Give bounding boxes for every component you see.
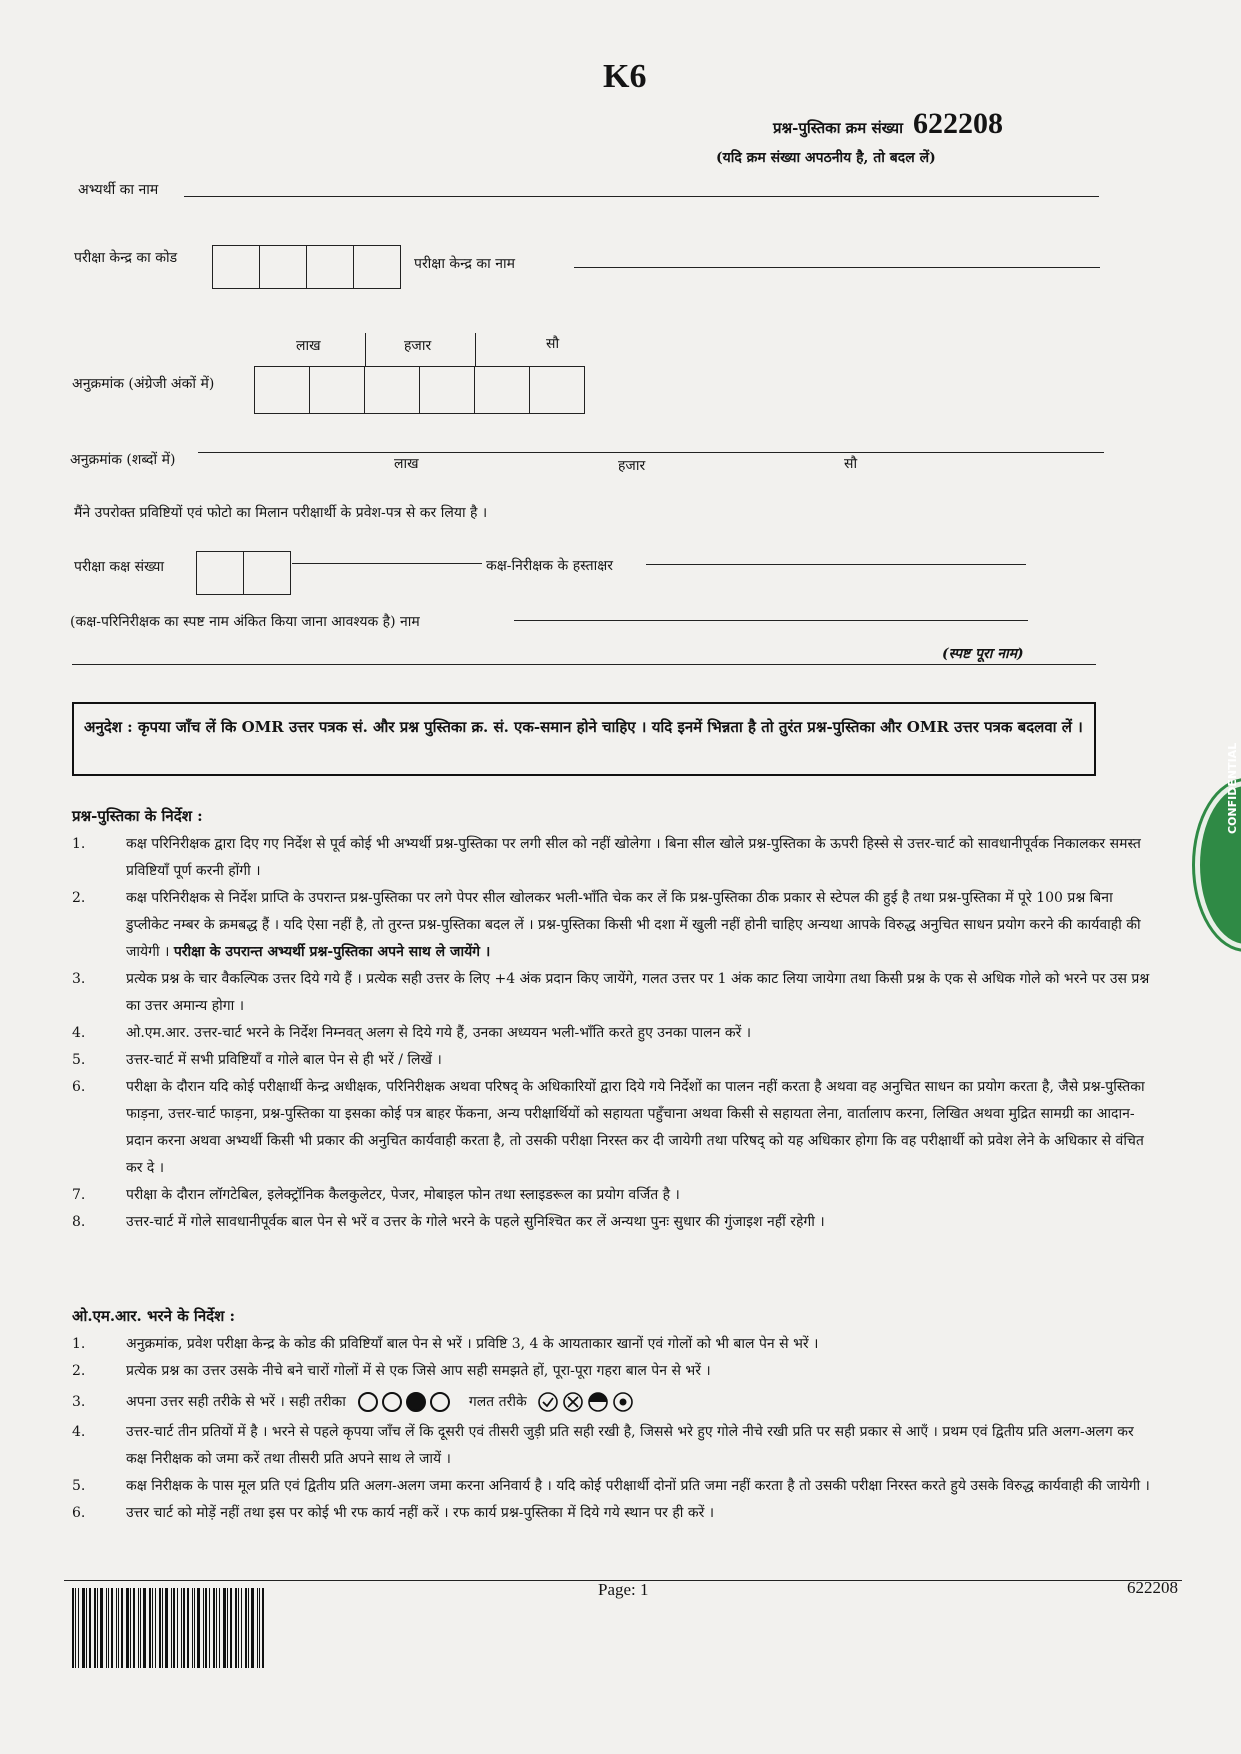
list-item: 5. कक्ष निरीक्षक के पास मूल प्रति एवं द्वितीय प्रति अलग-अलग जमा करना अनिवार्य है । यदि कोई परीक्षार्थी दोनों प्रति जमा नहीं करता है तो उसकी परीक्षा निरस्त करते हुये उसके विरुद्ध कार्यवाही की जायेगी । <box>72 1478 1150 1494</box>
room-number-line <box>292 563 482 564</box>
omr-instructions-list <box>72 1331 1158 1527</box>
barcode-icon <box>72 1588 277 1668</box>
list-item: 4. ओ.एम.आर. उत्तर-चार्ट भरने के निर्देश निम्नवत् अलग से दिये गये हैं, उनका अध्ययन भली-भाँति करते हुए उनका पालन करें । <box>72 1025 752 1041</box>
roll-divider <box>365 333 366 367</box>
room-number-boxes[interactable] <box>196 551 291 595</box>
filled-circle-icon <box>406 1392 426 1412</box>
roll-number-boxes[interactable] <box>254 366 585 414</box>
roll-words-hazar: हजार <box>618 458 646 474</box>
centre-name-line[interactable] <box>574 267 1100 268</box>
correct-method-circles <box>356 1394 456 1410</box>
list-item: 1. अनुक्रमांक, प्रवेश परीक्षा केन्द्र के कोड की प्रविष्टियाँ बाल पेन से भरें । प्रविष्टि 3, 4 के आयताकार खानों एवं गोलों को भी बाल पेन से भरें । <box>72 1336 819 1352</box>
roll-divider <box>475 333 476 367</box>
invigilator-name-label: (कक्ष-परिनिरीक्षक का स्पष्ट नाम अंकित किया जाना आवश्यक है) नाम <box>70 614 420 630</box>
invigilator-sign-line[interactable] <box>646 564 1026 565</box>
list-item: 8. उत्तर-चार्ट में गोले सावधानीपूर्वक बाल पेन से भरें व उत्तर के गोले भरने के पहले सुनिश्चित कर लें अन्यथा पुनः सुधार की गुंजाइश नहीं रहेगी । <box>72 1214 825 1230</box>
column-hazar-label: हजार <box>404 338 432 354</box>
serial-number: 622208 <box>913 107 1003 140</box>
confidential-seal-icon <box>1195 742 1241 949</box>
column-lakh-label: लाख <box>296 338 321 354</box>
centre-code-boxes[interactable] <box>212 245 401 289</box>
candidate-name-line[interactable] <box>184 196 1099 197</box>
room-number-label: परीक्षा कक्ष संख्या <box>74 559 165 575</box>
list-item: 6. उत्तर चार्ट को मोड़ें नहीं तथा इस पर कोई भी रफ कार्य नहीं करें । रफ कार्य प्रश्न-पुस्तिका में दिये गये स्थान पर ही करें । <box>72 1505 715 1521</box>
empty-circle-icon <box>358 1392 378 1412</box>
roll-words-line[interactable] <box>198 452 1104 453</box>
centre-name-label: परीक्षा केन्द्र का नाम <box>414 256 515 272</box>
separator-line <box>72 664 1096 665</box>
list-item: 3. प्रत्येक प्रश्न के चार वैकल्पिक उत्तर दिये गये हैं । प्रत्येक सही उत्तर के लिए +4 अंक प्रदान किए जायेंगे, गलत उत्तर पर 1 अंक काट लिया जायेगा तथा किसी प्रश्न के एक से अधिक गोले को भरने पर उस प्रश्न का उत्तर अमान्य होगा । <box>72 971 1150 1014</box>
omr-instructions-heading: ओ.एम.आर. भरने के निर्देश : <box>72 1307 236 1325</box>
list-item: 6. परीक्षा के दौरान यदि कोई परीक्षार्थी केन्द्र अधीक्षक, परिनिरीक्षक अथवा परिषद् के अधिकारियों द्वारा दिये गये निर्देशों का पालन नहीं करता है अथवा वह अनुचित साधन का प्रयोग करता है, जैसे प्रश्न-पुस्तिका फाड़ना, उत्तर-चार्ट फाड़ना, प्रश्न-पुस्तिका या इसका कोई पत्र बाहर फेंकना, अन्य परीक्षार्थियों को सहायता पहुँचाना अथवा किसी से सहायता लेना, वार्तालाप करना, लिखित अथवा मुद्रित सामग्री का आदान-प्रदान करना अथवा अभ्यर्थी किसी भी प्रकार की अनुचित कार्यवाही करता है, तो उसकी परीक्षा निरस्त कर दी जायेगी तथा परिषद् को यह अधिकार होगा कि वह परीक्षार्थी को प्रवेश लेने के अधिकार से वंचित कर दे । <box>72 1079 1145 1176</box>
booklet-code: K6 <box>603 58 647 95</box>
serial-note: (यदि क्रम संख्या अपठनीय है, तो बदल लें) <box>716 150 936 166</box>
candidate-name-label: अभ्यर्थी का नाम <box>78 182 159 198</box>
list-item: 2. प्रत्येक प्रश्न का उत्तर उसके नीचे बने चारों गोलों में से एक जिसे आप सही समझते हों, पूरा-पूरा गहरा बाल पेन से भरें । <box>72 1363 711 1379</box>
list-item: 1. कक्ष परिनिरीक्षक द्वारा दिए गए निर्देश से पूर्व कोई भी अभ्यर्थी प्रश्न-पुस्तिका पर लगी सील को नहीं खोलेगा । बिना सील खोले प्रश्न-पुस्तिका के ऊपरी हिस्से से उत्तर-चार्ट को सावधानीपूर्वक निकालकर समस्त प्रविष्टियाँ पूर्ण करनी होंगी । <box>72 836 1141 879</box>
roll-words-label: अनुक्रमांक (शब्दों में) <box>70 452 176 468</box>
notice-text: कृपया जाँच लें कि OMR उत्तर पत्रक सं. और प्रश्न पुस्तिका क्र. सं. एक-समान होने चाहिए । यदि इनमें भिन्नता है तो तुरंत प्रश्न-पुस्तिका और OMR उत्तर पत्रक बदलवा लें । <box>137 718 1083 736</box>
invigilator-sign-label: कक्ष-निरीक्षक के हस्ताक्षर <box>486 558 613 574</box>
invigilator-name-line[interactable] <box>514 620 1028 621</box>
list-item: 2. कक्ष परिनिरीक्षक से निर्देश प्राप्ति के उपरान्त प्रश्न-पुस्तिका पर लगे पेपर सील खोलकर भली-भाँति चेक कर लें कि प्रश्न-पुस्तिका ठीक प्रकार से स्टेपल की हुई है तथा प्रश्न-पुस्तिका में पूरे 100 प्रश्न बिना डुप्लीकेट नम्बर के क्रमबद्ध हैं । यदि ऐसा नहीं है, तो तुरन्त प्रश्न-पुस्तिका बदल लें । प्रश्न-पुस्तिका किसी भी दशा में खुली नहीं होनी चाहिए अन्यथा आपके विरुद्ध अनुचित साधन प्रयोग करने की कार्यवाही की जायेगी । परीक्षा के उपरान्त अभ्यर्थी प्रश्न-पुस्तिका अपने साथ ले जायेंगे । <box>72 890 1141 960</box>
serial-label: प्रश्न-पुस्तिका क्रम संख्या <box>773 119 903 137</box>
notice-box <box>72 702 1096 776</box>
centre-code-label: परीक्षा केन्द्र का कोड <box>74 250 178 266</box>
list-item: 5. उत्तर-चार्ट में सभी प्रविष्टियाँ व गोले बाल पेन से ही भरें / लिखें । <box>72 1052 442 1068</box>
roll-words-sau: सौ <box>844 456 858 472</box>
list-item: 4. उत्तर-चार्ट तीन प्रतियों में है । भरने से पहले कृपया जाँच लें कि दूसरी एवं तीसरी जुड़ी प्रति सही रखी है, जिससे भरे हुए गोले नीचे रखी प्रति पर सही प्रकार से आएँ । प्रथम एवं द्वितीय प्रति अलग-अलग कर कक्ष निरीक्षक को जमा करें तथा तीसरी प्रति अपने साथ ले जायें । <box>72 1424 1134 1467</box>
full-name-hint: (स्पष्ट पूरा नाम) <box>942 646 1024 662</box>
roll-words-lakh: लाख <box>394 456 419 472</box>
serial-block <box>773 107 1003 141</box>
empty-circle-icon <box>430 1392 450 1412</box>
list-item: 3. अपना उत्तर सही तरीके से भरें । सही तरीका गलत तरीके <box>72 1385 1158 1419</box>
list-item: 7. परीक्षा के दौरान लॉगटेबिल, इलेक्ट्रॉनिक कैलकुलेटर, पेजर, मोबाइल फोन तथा स्लाइडरूल का प्रयोग वर्जित है । <box>72 1187 680 1203</box>
roll-digits-label: अनुक्रमांक (अंग्रेजी अंकों में) <box>72 376 215 392</box>
page-number: Page: 1 <box>598 1580 649 1599</box>
wrong-method-circles <box>537 1394 635 1410</box>
wrong-marks-icon <box>537 1391 635 1413</box>
column-sau-label: सौ <box>546 336 560 352</box>
footer-serial-number: 622208 <box>1127 1578 1178 1597</box>
verification-statement: मैंने उपरोक्त प्रविष्टियों एवं फोटो का मिलान परीक्षार्थी के प्रवेश-पत्र से कर लिया है । <box>74 505 488 521</box>
confidential-seal-text: CONFIDENTIAL <box>1226 742 1239 834</box>
booklet-instructions-list <box>72 831 1158 1236</box>
notice-label: अनुदेश : <box>84 718 133 736</box>
booklet-instructions-heading: प्रश्न-पुस्तिका के निर्देश : <box>72 807 203 825</box>
empty-circle-icon <box>382 1392 402 1412</box>
